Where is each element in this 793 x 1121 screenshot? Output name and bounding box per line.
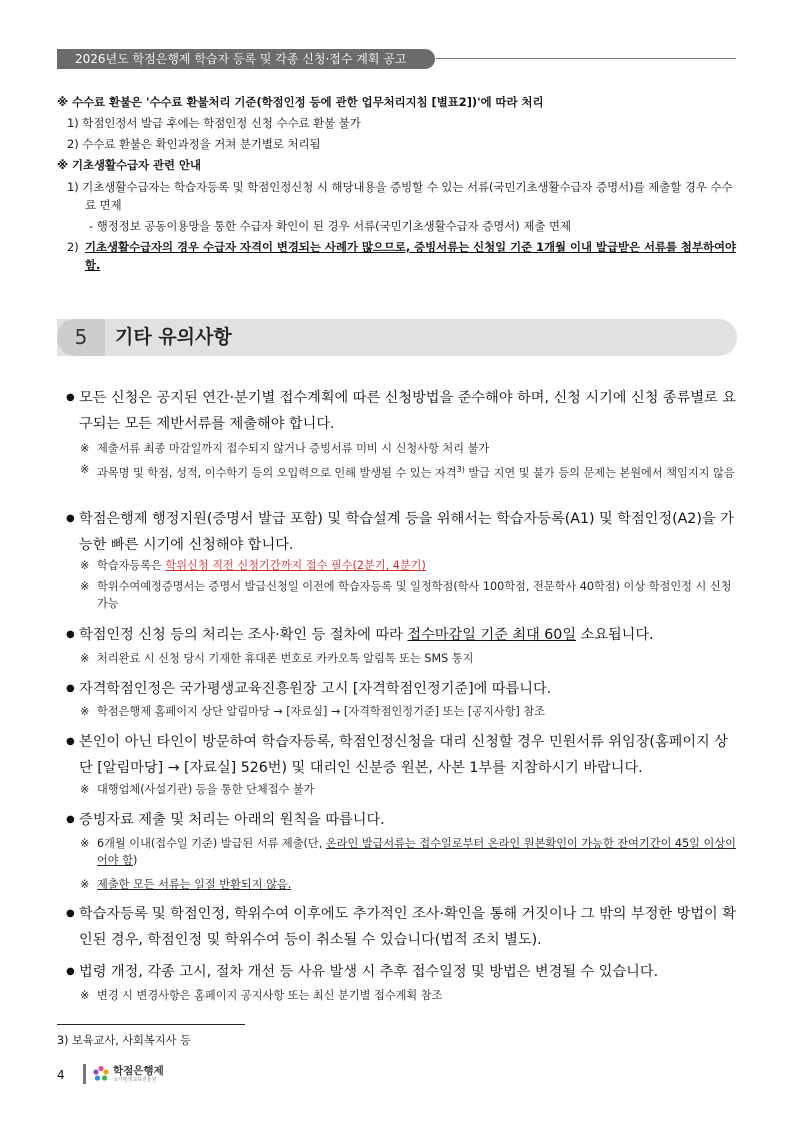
note-mark: ※ (80, 442, 90, 455)
note-text-part: 과목명 및 학점, 성적, 이수학기 등의 오입력으로 인해 발생될 수 있는 자격 (97, 466, 457, 480)
note-2b (80, 578, 739, 612)
note-text: 변경 시 변경사항은 홈페이지 공지사항 또는 최신 분기별 접수계획 참조 (97, 989, 443, 1002)
bullet-text: 모든 신청은 공지된 연간·분기별 접수계획에 따른 신청방법을 준수해야 하며, 신청 시기에 신청 종류별로 요구되는 모든 제반서류를 제출해야 합니다. (79, 390, 736, 432)
note-5 (80, 781, 739, 798)
credit-bank-logo (92, 1063, 162, 1085)
bullet-dot: ● (66, 814, 75, 825)
note-mark: ※ (80, 989, 90, 1002)
bullet-text: 자격학점인정은 국가평생교육진흥원장 고시 [자격학점인정기준]에 따릅니다. (79, 681, 552, 697)
note-mark: ※ (80, 783, 90, 796)
basic-item-1-text: 1) 기초생활수급자는 학습자등록 및 학점인정신청 시 해당내용을 증빙할 수 있는 서류(국민기초생활수급자 증명서)를 제출할 경우 수수료 면제 (67, 180, 733, 212)
bullet-item-2 (66, 506, 739, 558)
note-text-part: 6개월 이내(접수일 기준) 발급된 서류 제출(단, (97, 837, 326, 850)
note-mark: ※ (80, 559, 90, 572)
bullet-dot: ● (66, 966, 75, 977)
footnote: 3) 보육교사, 사회복지사 등 (57, 1034, 191, 1047)
note-text-part: 학습자등록은 (97, 559, 166, 572)
refund-item-1: 1) 학점인정서 발급 후에는 학점인정 신청 수수료 환불 불가 (67, 116, 361, 130)
note-text: 학점은행제 홈페이지 상단 알림마당 → [자료실] → [자격학점인정기준] 또는 [공지사항] 참조 (97, 705, 545, 718)
bullet-dot: ● (66, 736, 75, 747)
section-header (57, 319, 737, 356)
note-highlight: 학위신청 직전 신청기간까지 접수 필수(2분기, 4분기) (165, 559, 426, 572)
note-6a (80, 835, 739, 869)
bullet-item-6 (66, 807, 739, 833)
note-6b (80, 876, 739, 893)
bullet-dot: ● (66, 629, 75, 640)
bullet-text-part: 학점인정 신청 등의 처리는 조사·확인 등 절차에 따라 (79, 627, 408, 643)
note-text: 대행업체(사설기관) 등을 통한 단체접수 불가 (97, 783, 315, 796)
bullet-dot: ● (66, 392, 75, 403)
footnote-ref: 3) (456, 465, 465, 474)
note-mark: ※ (80, 878, 90, 891)
note-4 (80, 703, 739, 720)
logo-subtext: 국가평생교육진흥원 (113, 1077, 157, 1083)
bullet-item-8 (66, 959, 739, 985)
bullet-dot: ● (66, 513, 75, 524)
bullet-item-5 (66, 729, 739, 781)
note-text-part: 발급 지연 및 불가 등의 문제는 본원에서 책임지지 않음 (464, 466, 735, 480)
note-text: 제출한 모든 서류는 일절 반환되지 않음. (97, 878, 292, 891)
bullet-item-3 (66, 622, 739, 648)
note-8 (80, 987, 739, 1004)
footnote-rule (57, 1024, 245, 1025)
section-title: 기타 유의사항 (115, 326, 232, 348)
bullet-text: 법령 개정, 각종 고시, 절차 개선 등 사유 발생 시 추후 접수일정 및 방법은 변경될 수 있습니다. (79, 964, 659, 980)
refund-heading: ※ 수수료 환불은 '수수료 환불처리 기준(학점인정 등에 관한 업무처리지침 [별표2])'에 따라 처리 (57, 95, 544, 109)
bullet-item-7 (66, 901, 739, 953)
logo-flower-icon (92, 1065, 110, 1083)
bullet-item-4 (66, 676, 739, 702)
basic-item-2-text: 기초생활수급자의 경우 수급자 자격이 변경되는 사례가 많으므로, 증빙서류는 신청일 기준 1개월 이내 발급받은 서류를 첨부하여야 함. (85, 240, 736, 272)
refund-item-2: 2) 수수료 환불은 확인과정을 거쳐 분기별로 처리됨 (67, 137, 321, 151)
header-title: 2026년도 학점은행제 학습자 등록 및 각종 신청·접수 계획 공고 (57, 49, 435, 69)
bullet-dot: ● (66, 683, 75, 694)
note-mark: ※ (80, 837, 90, 850)
basic-item-1-sub: - 행정정보 공동이용망을 통한 수급자 확인이 된 경우 서류(국민기초생활수급자 증명서) 제출 면제 (89, 219, 571, 233)
logo-text: 학점은행제 (113, 1065, 164, 1077)
bullet-text: 본인이 아닌 타인이 방문하여 학습자등록, 학점인정신청을 대리 신청할 경우 민원서류 위임장(홈페이지 상단 [알림마당] → [자료실] 526번) 및 대리인 신분증 원본, 사본 1부를 지참하시기 바랍니다. (79, 734, 728, 776)
basic-item-1 (67, 178, 739, 214)
bullet-text (66, 622, 739, 648)
note-text (80, 835, 739, 869)
bullet-item-1 (66, 385, 739, 437)
note-mark: ※ (80, 705, 90, 718)
note-text (80, 557, 739, 574)
footer-divider (83, 1064, 86, 1084)
bullet-text: 학점은행제 행정지원(증명서 발급 포함) 및 학습설계 등을 위해서는 학습자등록(A1) 및 학점인정(A2)을 가능한 빠른 시기에 신청해야 합니다. (79, 511, 734, 553)
note-text (80, 461, 739, 482)
note-1a (80, 440, 739, 457)
basic-item-2 (67, 238, 739, 274)
note-2a (80, 557, 739, 574)
note-mark: ※ (80, 652, 90, 665)
note-text-part: ) (132, 854, 138, 867)
note-mark: ※ (80, 463, 90, 476)
bullet-text: 증빙자료 제출 및 처리는 아래의 원칙을 따릅니다. (79, 812, 385, 828)
page-number: 4 (57, 1068, 65, 1082)
section-number: 5 (57, 319, 105, 356)
note-3 (80, 650, 739, 667)
note-underline: 온라인 발급서류는 접수일로부터 온라인 원본확인이 가능한 잔여기간이 45일 이상이어야 함 (97, 837, 736, 867)
note-text: 제출서류 최종 마감일까지 접수되지 않거나 증빙서류 미비 시 신청사항 처리 불가 (97, 442, 490, 455)
bullet-underline: 접수마감일 기준 최대 60일 (407, 627, 577, 643)
note-text: 학위수여예정증명서는 증명서 발급신청일 이전에 학습자등록 및 일정학점(학사 100학점, 전문학사 40학점) 이상 학점인정 시 신청 가능 (97, 580, 732, 610)
basic-heading: ※ 기초생활수급자 관련 안내 (57, 158, 202, 172)
note-1b (80, 461, 739, 482)
bullet-text-part: 소요됩니다. (576, 627, 654, 643)
header-rule (436, 58, 736, 59)
basic-item-2-num: 2) (67, 240, 79, 254)
note-text: 처리완료 시 신청 당시 기재한 휴대폰 번호로 카카오톡 알림톡 또는 SMS 통지 (97, 652, 474, 665)
note-mark: ※ (80, 580, 90, 593)
bullet-text: 학습자등록 및 학점인정, 학위수여 이후에도 추가적인 조사·확인을 통해 거짓이나 그 밖의 부정한 방법이 확인된 경우, 학점인정 및 학위수여 등이 취소될 수 있습니다(법적 조치 별도). (79, 906, 736, 948)
bullet-dot: ● (66, 908, 75, 919)
